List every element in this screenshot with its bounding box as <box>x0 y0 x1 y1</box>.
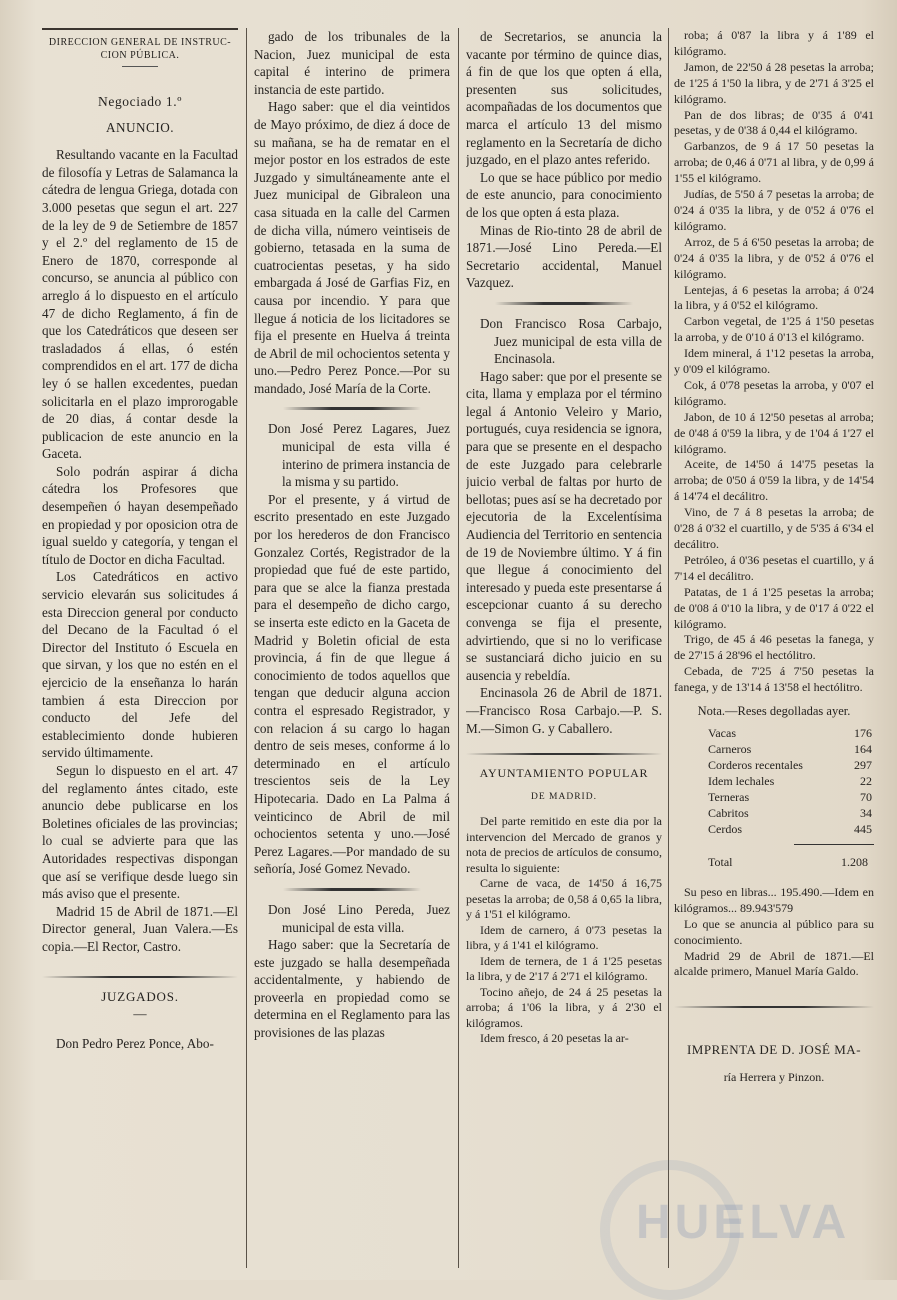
price-item: Petróleo, á 0'36 pesetas el cuartillo, y á 7'14 el decálitro. <box>674 552 874 583</box>
column-rule <box>458 28 459 1268</box>
paragraph: Hago saber: que la Secretaría de este juzgado se halla desempeñada accidentalmente, y habiendo de proveerla en propiedad como se determina en el Reglamento para las provisiones de las plazas <box>254 937 450 1041</box>
reses-name: Idem lechales <box>708 774 775 789</box>
reses-row <box>674 742 874 758</box>
paragraph: Lo que se hace público por medio de este anuncio, para conocimiento de los que opten á esta plaza. <box>466 169 662 220</box>
price-item: Trigo, de 45 á 46 pesetas la fanega, y de 27'15 á 28'96 el hectólitro. <box>674 632 874 663</box>
total-value: 1.208 <box>841 854 868 869</box>
price-item: Arroz, de 5 á 6'50 pesetas la arroba; de 0'24 á 0'35 la libra, y de 0'52 á 0'76 el kilógramo. <box>674 234 874 281</box>
reses-row <box>674 806 874 822</box>
paragraph: Resultando vacante en la Facultad de filosofía y Letras de Salamanca la cátedra de lengua Griega, dotada con 3.000 pesetas que segun el art. 227 de la ley de 9 de Setiembre de 1857 y el 2.º del reglamento de 15 de Enero de 1870, corresponde al concurso, se anuncia al público con arreglo á lo dispuesto en el artículo 47 de dicho Reglamento, á fin de que los Catedráticos que deseen ser trasladados á ellas, ó estén comprendidos en el art. 177 de dicha ley ó se hallen excedentes, puedan solicitarla en el plazo improrogable de 20 dias, á contar desde la publicacion de este anuncio en la Gaceta. <box>42 147 238 462</box>
paragraph: Solo podrán aspirar á dicha cátedra los Profesores que desempeñen ó hayan desempeñado en propiedad y por oposicion otra de igual sueldo y categoría, y tengan el título de Doctor en dicha Facultad. <box>42 463 238 567</box>
nota-heading: Nota.—Reses degolladas ayer. <box>697 704 851 719</box>
separator-rule <box>674 1006 874 1008</box>
price-item: Patatas, de 1 á 1'25 pesetas la arroba; de 0'08 á 0'10 la libra, y de 0'17 á 0'22 el kilógramo. <box>674 584 874 631</box>
separator-rule <box>42 976 238 978</box>
reses-count: 445 <box>854 822 872 837</box>
total-label: Total <box>708 854 733 869</box>
ayuntamiento-heading: AYUNTAMIENTO POPULAR <box>479 766 649 781</box>
paragraph: Hago saber: que el dia veintidos de Mayo próximo, de diez á doce de su mañana, se ha de rematar en el mejor postor en los estrados de este Juzgado y simultáneamente ante el Juez municipal de Gibraleon una casa situada en la calle del Carmen de dicha villa, número veintiseis de gobierno, tetasada en la suma de cuatrocientas pesetas, y ha sido embargada á José de Garfias Fiz, en causa por incendio. Y para que llegue á noticia de los licitadores se fija el presente en Huelva á treinta de Abril de mil ochocientos setenta y uno.—Pedro Perez Ponce.—Por su mandado, José María de la Corte. <box>254 99 450 396</box>
paragraph: Lo que se anuncia al público para su conocimiento. <box>674 916 874 947</box>
signature-paragraph: Minas de Rio-tinto 28 de abril de 1871.—José Lino Pereda.—El Secretario accidental, Manuel Vazquez. <box>466 222 662 291</box>
paragraph: Segun lo dispuesto en el art. 47 del reglamento ántes citado, este anuncio debe publicarse en los Boletines oficiales de las provincias; lo cual se advierte para que las Autoridades respectivas dispongan que así se verifique desde luego sin más aviso que el presente. <box>42 762 238 902</box>
juzgados-heading: JUZGADOS. <box>101 988 179 1004</box>
column-rule <box>246 28 247 1268</box>
reses-row <box>674 790 874 806</box>
madrid-subheading: DE MADRID. <box>531 791 597 802</box>
paragraph: Por el presente, y á virtud de escrito presentado en este Juzgado por los herederos de don Francisco Gonzalez Cortés, Registrador de la propiedad que fué de este partido, para que se alce la fianza prestada para el desempeño de dicho cargo, se inserta este edicto en la Gaceta de Madrid y Boletin oficial de esta provincia, á fin de que llegue á conocimiento de todos aquellos que tengan que deducir alguna accion contra el espresado Registrador, y con relacion á su cargo lo hagan dentro de seis meses, conforme á lo determinado en el artículo trescientos seis de la Ley Hipotecaria. Dado en La Palma á veinticinco de Abril de mil ochocientos setenta y uno.—José Perez Lagares.—Por mandado de su señoría, José Gomez Nevado. <box>254 491 450 877</box>
signature-paragraph: Madrid 15 de Abril de 1871.—El Director general, Juan Valera.—Es copia.—El Rector, Castro. <box>42 903 238 954</box>
total-rule <box>794 844 874 845</box>
reses-count: 164 <box>854 742 872 757</box>
price-item: Pan de dos libras; de 0'35 á 0'41 pesetas, y de 0'38 á 0,44 el kilógramo. <box>674 107 874 138</box>
price-item: Cok, á 0'78 pesetas la arroba, y 0'07 el kilógramo. <box>674 377 874 408</box>
column-2 <box>254 28 450 1268</box>
watermark-logo: HUELVA <box>636 1196 851 1249</box>
separator-rule <box>283 407 420 410</box>
price-item: Idem mineral, á 1'12 pesetas la arroba, y 0'09 el kilógramo. <box>674 346 874 377</box>
price-item: Vino, de 7 á 8 pesetas la arroba; de 0'28 á 0'32 el cuartillo, y de 5'35 á 6'34 el decálitro. <box>674 505 874 551</box>
reses-count: 34 <box>860 806 872 821</box>
price-item: Tocino añejo, de 24 á 25 pesetas la arroba; á 1'06 la libra, y á 2'30 el kilógramos. <box>466 984 662 1030</box>
negociado-heading: Negociado 1.º <box>98 94 182 109</box>
total-row <box>674 855 874 871</box>
price-item: Judías, de 5'50 á 7 pesetas la arroba; de 0'24 á 0'35 la libra, y de 0'52 á 0'76 el kilógramo. <box>674 187 874 233</box>
separator-rule <box>466 753 662 755</box>
paragraph: Del parte remitido en este dia por la intervencion del Mercado de granos y nota de precios de artículos de consumo, resulta lo siguiente: <box>466 814 662 875</box>
paragraph: Hago saber: que por el presente se cita, llama y emplaza por el término legal á Antonio Veleiro y Mario, portugués, cuya residencia se ignora, para que se presente en el despacho de este Juzgado para celebrarle juicio verbal de faltas por hurto de bellotas; pues así se ha decretado por ejecutoria de la Excelentísima Audiencia del Territorio en sentencia de 19 de Noviembre último. Y á fin que llegue á conocimiento del interesado y pueda este presentarse á escepcionar cuanto á su derecho convenga se fija el presente, advirtiendo, que si no lo verificase se sustanciará dicho juicio en su ausencia y rebeldía. <box>466 368 662 683</box>
reses-table <box>674 726 874 838</box>
reses-row <box>674 774 874 790</box>
paragraph: gado de los tribunales de la Nacion, Juez municipal de esta capital é interino de primera instancia de este partido. <box>254 29 450 97</box>
section-header-cont: CION PÚBLICA. <box>100 50 180 61</box>
reses-row <box>674 822 874 838</box>
separator-rule <box>283 888 420 891</box>
reses-count: 70 <box>860 790 872 805</box>
reses-name: Terneras <box>708 790 750 805</box>
short-rule <box>122 66 157 67</box>
reses-row <box>674 726 874 742</box>
anuncio-heading: ANUNCIO. <box>105 119 175 135</box>
paragraph: Don Pedro Perez Ponce, Abo- <box>56 1035 214 1051</box>
reses-name: Carneros <box>708 742 752 757</box>
reses-row <box>674 758 874 774</box>
price-item: Carbon vegetal, de 1'25 á 1'50 pesetas la arroba, y de 0'10 á 0'13 el kilógramo. <box>674 314 874 345</box>
reses-name: Cerdos <box>708 822 742 837</box>
signature-paragraph: Encinasola 26 de Abril de 1871.—Francisco Rosa Carbajo.—P. S. M.—Simon G. y Caballero. <box>466 685 662 736</box>
column-3 <box>466 28 662 1268</box>
reses-count: 297 <box>854 758 872 773</box>
top-rule <box>42 28 238 30</box>
price-item: Lentejas, á 6 pesetas la arroba; á 0'24 la libra, y á 0'52 el kilógramo. <box>674 282 874 313</box>
paragraph: de Secretarios, se anuncia la vacante por término de quince dias, á fin de que los que opten á ella, presenten sus solicitudes, acompañadas de los documentos que marca el artículo 13 del mismo reglamento en la Secretaría de dicho juzgado, en el plazo antes referido. <box>466 29 662 168</box>
price-item: Carne de vaca, de 14'50 á 16,75 pesetas la arroba; de 0,58 á 0,65 la libra, y á 1'51 el kilógramo. <box>466 876 662 922</box>
separator-rule <box>495 302 632 305</box>
paragraph: Su peso en libras... 195.490.—Idem en kilógramos... 89.943'579 <box>674 884 874 915</box>
notice-heading: Don José Perez Lagares, Juez municipal de esta villa é interino de primera instancia de la misma y su partido. <box>268 421 450 490</box>
signature-paragraph: Madrid 29 de Abril de 1871.—El alcalde primero, Manuel María Galdo. <box>674 948 874 979</box>
price-item: roba; á 0'87 la libra y á 1'89 el kilógramo. <box>674 28 874 58</box>
imprenta-line-2: ría Herrera y Pinzon. <box>723 1070 825 1085</box>
column-1 <box>42 28 238 1268</box>
column-4 <box>674 28 874 1268</box>
column-rule <box>668 28 669 1268</box>
dash: — <box>133 1006 147 1022</box>
reses-name: Corderos recentales <box>708 758 803 773</box>
reses-name: Cabritos <box>708 806 749 821</box>
price-item: Cebada, de 7'25 á 7'50 pesetas la fanega, y de 13'14 á 13'58 el hectólitro. <box>674 664 874 695</box>
notice-heading: Don Francisco Rosa Carbajo, Juez municipal de esta villa de Encinasola. <box>480 315 662 367</box>
price-item: Garbanzos, de 9 á 17 50 pesetas la arroba; de 0,46 á 0'71 al libra, y de 0,99 á 1'55 el kilógramo. <box>674 139 874 186</box>
price-item: Aceite, de 14'50 á 14'75 pesetas la arroba; de 0'50 á 0'59 la libra, y de 14'54 á 14'74 el decálitro. <box>674 457 874 504</box>
imprenta-line: IMPRENTA DE D. JOSÉ MA- <box>686 1042 862 1058</box>
reses-name: Vacas <box>708 726 736 741</box>
paragraph: Los Catedráticos en activo servicio elevarán sus solicitudes á esta Direccion general por conducto del Decano de la Facultad ó el Director del Instituto ó Escuela en que sirvan, y los que no estén en el ejercicio de la enseñanza lo harán tambien á esta Direccion por conducto del Jefe del establecimiento donde hubieren servido últimamente. <box>42 569 238 761</box>
section-header: DIRECCION GENERAL DE INSTRUC- <box>48 37 232 48</box>
price-item: Jabon, de 10 á 12'50 pesetas al arroba; de 0'48 á 0'59 la libra, y de 1'04 á 1'27 el kilógramo. <box>674 409 874 456</box>
price-item: Jamon, de 22'50 á 28 pesetas la arroba; de 1'25 á 1'50 la libra, y de 2'71 á 3'25 el kilógramo. <box>674 59 874 106</box>
price-item: Idem de carnero, á 0'73 pesetas la libra, y á 1'41 el kilógramo. <box>466 922 662 953</box>
notice-heading: Don José Lino Pereda, Juez municipal de esta villa. <box>268 901 450 935</box>
price-item: Idem fresco, á 20 pesetas la ar- <box>480 1031 629 1046</box>
price-item: Idem de ternera, de 1 á 1'25 pesetas la libra, y de 2'17 á 2'71 el kilógramo. <box>466 953 662 984</box>
reses-count: 22 <box>860 774 872 789</box>
reses-count: 176 <box>854 726 872 741</box>
